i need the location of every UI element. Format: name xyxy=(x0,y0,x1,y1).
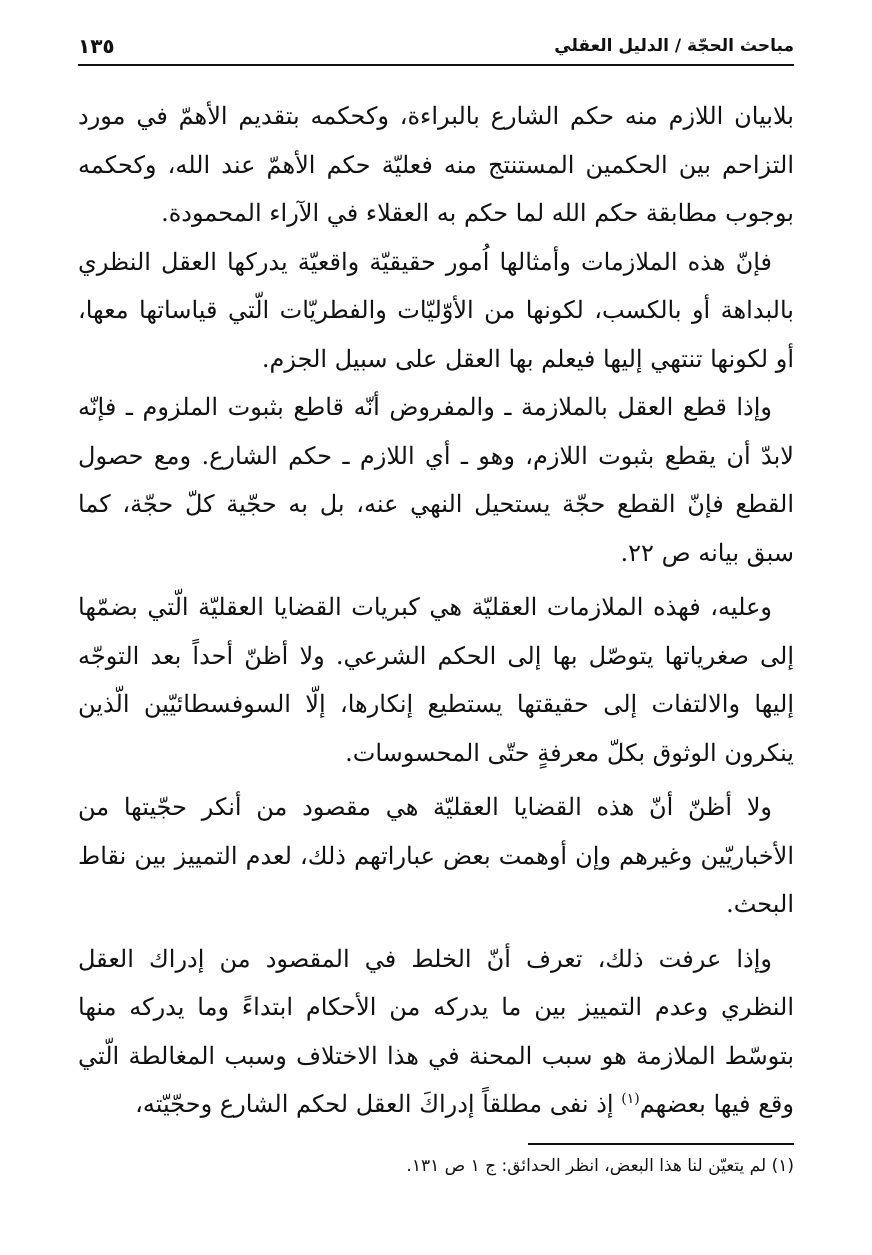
paragraph-2: فإنّ هذه الملازمات وأمثالها اُمور حقيقيّة واقعيّة يدركها العقل النظري بالبداهة أو بالكسب، لكونها من الأوّليّات والفطريّات الّتي قياساتها معها، أو لكونها تنتهي إليها فيعلم بها العقل على سبيل الجزم. xyxy=(78,247,794,373)
paragraph-6-text: وإذا عرفت ذلك، تعرف أنّ الخلط في المقصود من إدراك العقل النظري وعدم التمييز بين ما يدركه من الأحكام ابتداءً وما يدركه منها بتوسّط الملازمة هو سبب المحنة في هذا الاختلاف وسبب المغالطة الّتي وقع فيها بعضهم xyxy=(78,944,794,1118)
footnote-reference[interactable]: (١) xyxy=(621,1091,640,1107)
paragraph-4: وعليه، فهذه الملازمات العقليّة هي كبريات القضايا العقليّة الّتي بضمّها إلى صغرياتها يتوصّل بها إلى الحكم الشرعي. ولا أظنّ أحداً بعد التوجّه إليها والالتفات إلى حقيقتها يستطيع إنكارها، إلّا السوفسطائيّين الّذين ينكرون الوثوق بكلّ معرفةٍ حتّى المحسوسات. xyxy=(78,593,794,767)
paragraph-6-text-end: إذ نفى مطلقاً إدراكَ العقل لحكم الشارع وحجّيّته، xyxy=(135,1090,622,1118)
paragraph-3: وإذا قطع العقل بالملازمة ـ والمفروض أنّه قاطع بثبوت الملزوم ـ فإنّه لابدّ أن يقطع بثبوت اللازم، وهو ـ أي اللازم ـ حكم الشارع. ومع حصول القطع فإنّ القطع حجّة يستحيل النهي عنه، بل به حجّية كلّ حجّة، كما سبق بيانه ص ٢٢. xyxy=(78,393,794,567)
page-number: ١٣٥ xyxy=(78,34,115,58)
paragraph-1: بلابيان اللازم منه حكم الشارع بالبراءة، وكحكمه بتقديم الأهمّ في مورد التزاحم بين الحكمين المستنتج منه فعليّة حكم الأهمّ عند الله، وكحكمه بوجوب مطابقة حكم الله لما حكم به العقلاء في الآراء المحمودة. xyxy=(78,102,794,227)
body-text xyxy=(78,92,794,1129)
paragraph-5: ولا أظنّ أنّ هذه القضايا العقليّة هي مقصود من أنكر حجّيتها من الأخباريّين وغيرهم وإن أوهمت بعض عباراتهم ذلك، لعدم التمييز بين نقاط البحث. xyxy=(78,793,794,918)
footnote-rule xyxy=(528,1143,794,1145)
footnote: (١) لم يتعيّن لنا هذا البعض، انظر الحدائق: ج ١ ص ١٣١. xyxy=(406,1156,794,1176)
page-header xyxy=(78,30,794,64)
header-rule xyxy=(78,64,794,66)
paragraph-6 xyxy=(78,935,794,1129)
running-title: مباحث الحجّة / الدليل العقلي xyxy=(554,36,794,56)
